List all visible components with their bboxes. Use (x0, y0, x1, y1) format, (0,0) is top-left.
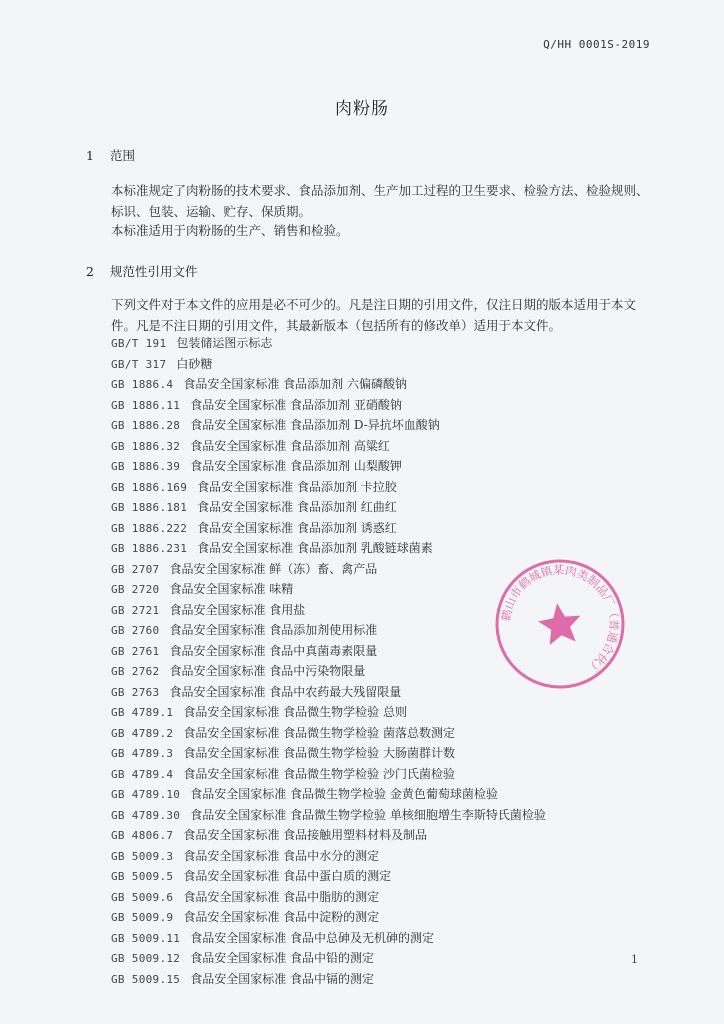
section-1-heading (86, 146, 135, 164)
section-number: 1 (86, 148, 94, 163)
reference-title: 食品安全国家标准 食品中总砷及无机砷的测定 (190, 930, 435, 945)
reference-title: 食品安全国家标准 食品微生物学检验 金黄色葡萄球菌检验 (190, 787, 498, 801)
reference-item (111, 518, 671, 539)
reference-title: 食品安全国家标准 食品添加剂 亚硝酸钠 (190, 397, 402, 412)
reference-code: GB 4789.2 (111, 726, 174, 740)
reference-item (111, 395, 671, 416)
section-title: 规范性引用文件 (110, 264, 198, 279)
reference-code: GB 2762 (111, 665, 160, 678)
reference-item (111, 784, 671, 805)
reference-title: 食品安全国家标准 食品添加剂 诱惑红 (197, 520, 397, 535)
reference-title: 食品安全国家标准 食品添加剂 卡拉胶 (197, 479, 397, 494)
reference-code: GB 1886.231 (111, 542, 188, 555)
reference-title: 包装储运图示标志 (176, 336, 273, 350)
reference-code: GB 2721 (111, 603, 160, 617)
reference-title: 食品安全国家标准 食品添加剂 高粱红 (190, 438, 390, 453)
reference-code: GB 4789.4 (111, 767, 174, 781)
reference-code: GB/T 191 (111, 337, 167, 350)
reference-title: 食品安全国家标准 食品中农药最大残留限量 (169, 684, 402, 699)
reference-code: GB 5009.11 (111, 931, 181, 945)
paragraph-text: 本标准适用于肉粉肠的生产、销售和检验。 (111, 223, 349, 238)
reference-code: GB 1886.28 (111, 419, 181, 432)
reference-item (111, 969, 671, 990)
reference-item (111, 497, 671, 518)
reference-title: 食品安全国家标准 食品微生物学检验 菌落总数测定 (183, 725, 455, 740)
reference-item (111, 764, 671, 785)
reference-item (111, 702, 671, 723)
section-title: 范围 (110, 148, 136, 163)
reference-title: 食品安全国家标准 食品添加剂 红曲红 (197, 500, 397, 514)
reference-code: GB 5009.12 (111, 952, 181, 965)
reference-title: 食品安全国家标准 食品接触用塑料材料及制品 (183, 828, 428, 842)
reference-title: 食品安全国家标准 食品中污染物限量 (169, 664, 366, 678)
reference-item (111, 846, 671, 867)
reference-item (111, 456, 671, 477)
reference-code: GB 2760 (111, 624, 160, 637)
reference-code: GB/T 317 (111, 357, 167, 371)
section-2-paragraph-1 (86, 294, 658, 336)
reference-title: 食品安全国家标准 食品添加剂使用标准 (169, 623, 378, 637)
reference-item (111, 723, 671, 744)
reference-code: GB 1886.222 (111, 521, 188, 535)
reference-code: GB 5009.6 (111, 890, 174, 904)
reference-item (111, 866, 671, 887)
reference-code: GB 1886.4 (111, 378, 174, 391)
reference-title: 食品安全国家标准 食用盐 (169, 602, 306, 617)
reference-item (111, 907, 671, 928)
reference-code: GB 4789.30 (111, 808, 181, 822)
reference-item (111, 887, 671, 908)
reference-code: GB 2707 (111, 562, 160, 576)
reference-title: 食品安全国家标准 食品添加剂 山梨酸钾 (190, 459, 402, 473)
reference-title: 食品安全国家标准 食品微生物学检验 总则 (183, 705, 407, 719)
reference-title: 食品安全国家标准 食品中真菌毒素限量 (169, 643, 378, 658)
document-code: Q/HH 0001S-2019 (543, 38, 650, 51)
svg-text:鹤山市鹤城镇某肉类制品厂（普通合伙）: 鹤山市鹤城镇某肉类制品厂（普通合伙） (498, 562, 622, 677)
reference-title: 食品安全国家标准 食品微生物学检验 单核细胞增生李斯特氏菌检验 (190, 807, 546, 822)
reference-title: 食品安全国家标准 食品中镉的测定 (190, 971, 375, 986)
reference-title: 食品安全国家标准 味精 (169, 582, 294, 596)
reference-code: GB 1886.181 (111, 501, 188, 514)
reference-title: 白砂糖 (176, 356, 213, 371)
section-1-paragraph-2 (86, 220, 658, 241)
reference-item (111, 805, 671, 826)
page-number: 1 (631, 953, 638, 966)
reference-code: GB 5009.3 (111, 849, 174, 863)
reference-code: GB 2720 (111, 583, 160, 596)
reference-code: GB 4789.1 (111, 706, 174, 719)
reference-code: GB 1886.39 (111, 460, 181, 473)
reference-title: 食品安全国家标准 食品中脂肪的测定 (183, 889, 380, 904)
reference-code: GB 2761 (111, 644, 160, 658)
reference-code: GB 1886.32 (111, 439, 181, 453)
paragraph-text: 下列文件对于本文件的应用是必不可少的。凡是注日期的引用文件，仅注日期的版本适用于本文件。凡是不注日期的引用文件，其最新版本（包括所有的修改单）适用于本文件。 (111, 297, 637, 333)
reference-code: GB 5009.5 (111, 870, 174, 883)
reference-code: GB 4806.7 (111, 829, 174, 842)
reference-code: GB 1886.169 (111, 480, 188, 494)
reference-title: 食品安全国家标准 食品中淀粉的测定 (183, 910, 380, 924)
company-seal (484, 548, 635, 699)
reference-title: 食品安全国家标准 食品中蛋白质的测定 (183, 869, 392, 883)
reference-title: 食品安全国家标准 食品添加剂 六偏磷酸钠 (183, 377, 407, 391)
reference-item (111, 825, 671, 846)
reference-code: GB 1886.11 (111, 398, 181, 412)
reference-code: GB 5009.15 (111, 972, 181, 986)
reference-item (111, 948, 671, 969)
reference-item (111, 333, 671, 354)
reference-code: GB 4789.10 (111, 788, 181, 801)
reference-title: 食品安全国家标准 食品微生物学检验 大肠菌群计数 (183, 746, 455, 760)
reference-item (111, 415, 671, 436)
reference-title: 食品安全国家标准 鲜（冻）畜、禽产品 (169, 561, 378, 576)
reference-item (111, 477, 671, 498)
reference-code: GB 2763 (111, 685, 160, 699)
reference-code: GB 4789.3 (111, 747, 174, 760)
reference-item (111, 436, 671, 457)
reference-item (111, 354, 671, 375)
reference-title: 食品安全国家标准 食品添加剂 D-异抗坏血酸钠 (190, 418, 440, 432)
reference-item (111, 928, 671, 949)
reference-title: 食品安全国家标准 食品中铅的测定 (190, 951, 375, 965)
section-1-paragraph-1 (86, 180, 658, 222)
reference-item (111, 743, 671, 764)
section-number: 2 (86, 264, 94, 279)
reference-title: 食品安全国家标准 食品添加剂 乳酸链球菌素 (197, 541, 433, 555)
reference-title: 食品安全国家标准 食品微生物学检验 沙门氏菌检验 (183, 766, 455, 781)
section-2-heading (86, 262, 198, 280)
paragraph-text: 本标准规定了肉粉肠的技术要求、食品添加剂、生产加工过程的卫生要求、检验方法、检验规则、标识、包装、运输、贮存、保质期。 (111, 183, 649, 219)
reference-item (111, 374, 671, 395)
reference-code: GB 5009.9 (111, 911, 174, 924)
reference-title: 食品安全国家标准 食品中水分的测定 (183, 848, 380, 863)
document-title: 肉粉肠 (335, 99, 389, 119)
